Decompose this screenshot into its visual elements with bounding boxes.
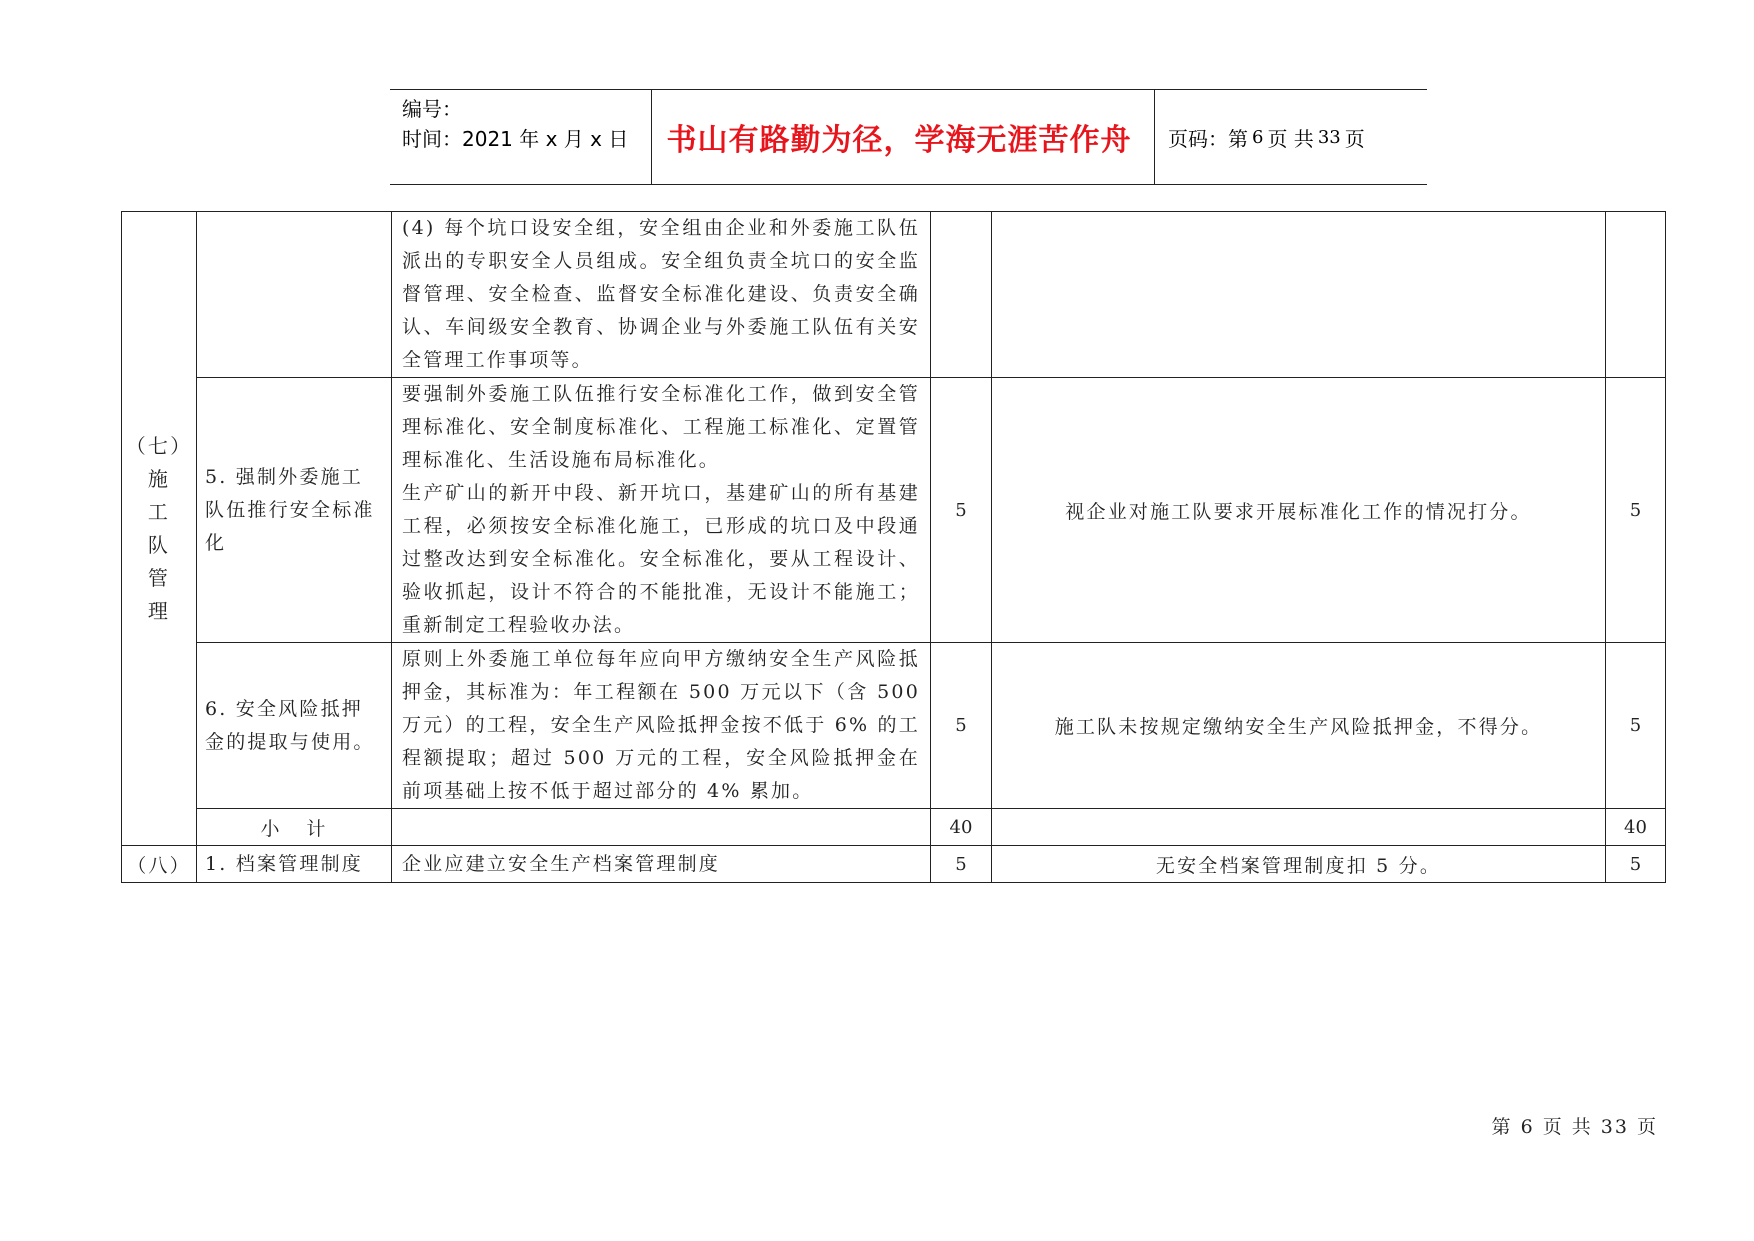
section-7-char: 队 — [147, 532, 171, 557]
requirement-text: (4) 每个坑口设安全组，安全组由企业和外委施工队伍派出的专职安全人员组成。安全组负责全坑口的安全监督管理、安全检查、监督安全标准化建设、负责安全确认、车间级安全教育、协调企业与外委施工队伍有关安全管理工作事项等。 — [402, 217, 920, 371]
item-cell: 1. 档案管理制度 — [197, 846, 392, 883]
document-header — [390, 89, 1427, 185]
actual-score-cell: 5 — [1606, 846, 1666, 883]
page-current: 6 — [1252, 126, 1264, 148]
section-7-vertical — [122, 430, 196, 628]
requirement-text: 原则上外委施工单位每年应向甲方缴纳安全生产风险抵押金，其标准为：年工程额在 500 万元以下（含 500 万元）的工程，安全生产风险抵押金按不低于 6% 的工程额提取；超过 500 万元的工程，安全风险抵押金在前项基础上按不低于超过部分的 4% 累加。 — [402, 648, 920, 802]
page-total: 33 — [1317, 126, 1341, 148]
item-cell — [197, 212, 392, 378]
score-cell — [931, 212, 992, 378]
method-cell: 视企业对施工队要求开展标准化工作的情况打分。 — [992, 378, 1606, 643]
method-cell: 无安全档案管理制度扣 5 分。 — [992, 846, 1606, 883]
section-8-label: （八） — [122, 846, 197, 883]
section-7-label — [122, 212, 197, 846]
section-7-char: 工 — [147, 499, 171, 524]
method-cell: 施工队未按规定缴纳安全生产风险抵押金，不得分。 — [992, 643, 1606, 809]
subtotal-row — [122, 809, 1666, 846]
requirement-cell — [392, 643, 931, 809]
page-mid: 页 共 — [1267, 126, 1314, 151]
requirement-cell — [392, 212, 931, 378]
actual-score-cell — [1606, 212, 1666, 378]
table-row — [122, 378, 1666, 643]
item-cell: 5. 强制外委施工队伍推行安全标准化 — [197, 378, 392, 643]
document-number-label: 编号： — [402, 97, 462, 121]
score-cell: 5 — [931, 643, 992, 809]
requirement-cell: 企业应建立安全生产档案管理制度 — [392, 846, 931, 883]
score-cell: 5 — [931, 378, 992, 643]
header-divider-left — [651, 90, 652, 184]
item-cell: 6. 安全风险抵押金的提取与使用。 — [197, 643, 392, 809]
header-page-indicator — [1154, 90, 1427, 184]
header-meta — [402, 94, 647, 154]
table-row — [122, 212, 1666, 378]
requirement-text: 生产矿山的新开中段、新开坑口，基建矿山的所有基建工程，必须按安全标准化施工，已形成的坑口及中段通过整改达到安全标准化。安全标准化，要从工程设计、验收抓起，设计不符合的不能批准，无设计不能施工；重新制定工程验收办法。 — [402, 482, 920, 636]
actual-score-cell: 5 — [1606, 643, 1666, 809]
subtotal-label: 小 计 — [197, 809, 392, 846]
page-prefix: 页码：第 — [1168, 126, 1248, 151]
subtotal-requirement-empty — [392, 809, 931, 846]
subtotal-actual: 40 — [1606, 809, 1666, 846]
requirement-cell — [392, 378, 931, 643]
document-date: 时间：2021 年 x 月 x 日 — [402, 127, 629, 151]
score-cell: 5 — [931, 846, 992, 883]
safety-assessment-table — [121, 211, 1666, 883]
header-motto: 书山有路勤为径，学海无涯苦作舟 — [666, 123, 1132, 158]
section-7-char: 管 — [147, 565, 171, 590]
subtotal-method-empty — [992, 809, 1606, 846]
section-7-number: （七） — [125, 433, 193, 458]
page-suffix: 页 — [1344, 126, 1365, 151]
requirement-text: 要强制外委施工队伍推行安全标准化工作，做到安全管理标准化、安全制度标准化、工程施工标准化、定置管理标准化、生活设施布局标准化。 — [402, 383, 920, 471]
page-footer: 第 6 页 共 33 页 — [1491, 1116, 1658, 1138]
method-cell — [992, 212, 1606, 378]
table-row — [122, 846, 1666, 883]
actual-score-cell: 5 — [1606, 378, 1666, 643]
section-7-char: 施 — [147, 466, 171, 491]
section-7-char: 理 — [147, 598, 171, 623]
table-row — [122, 643, 1666, 809]
subtotal-score: 40 — [931, 809, 992, 846]
